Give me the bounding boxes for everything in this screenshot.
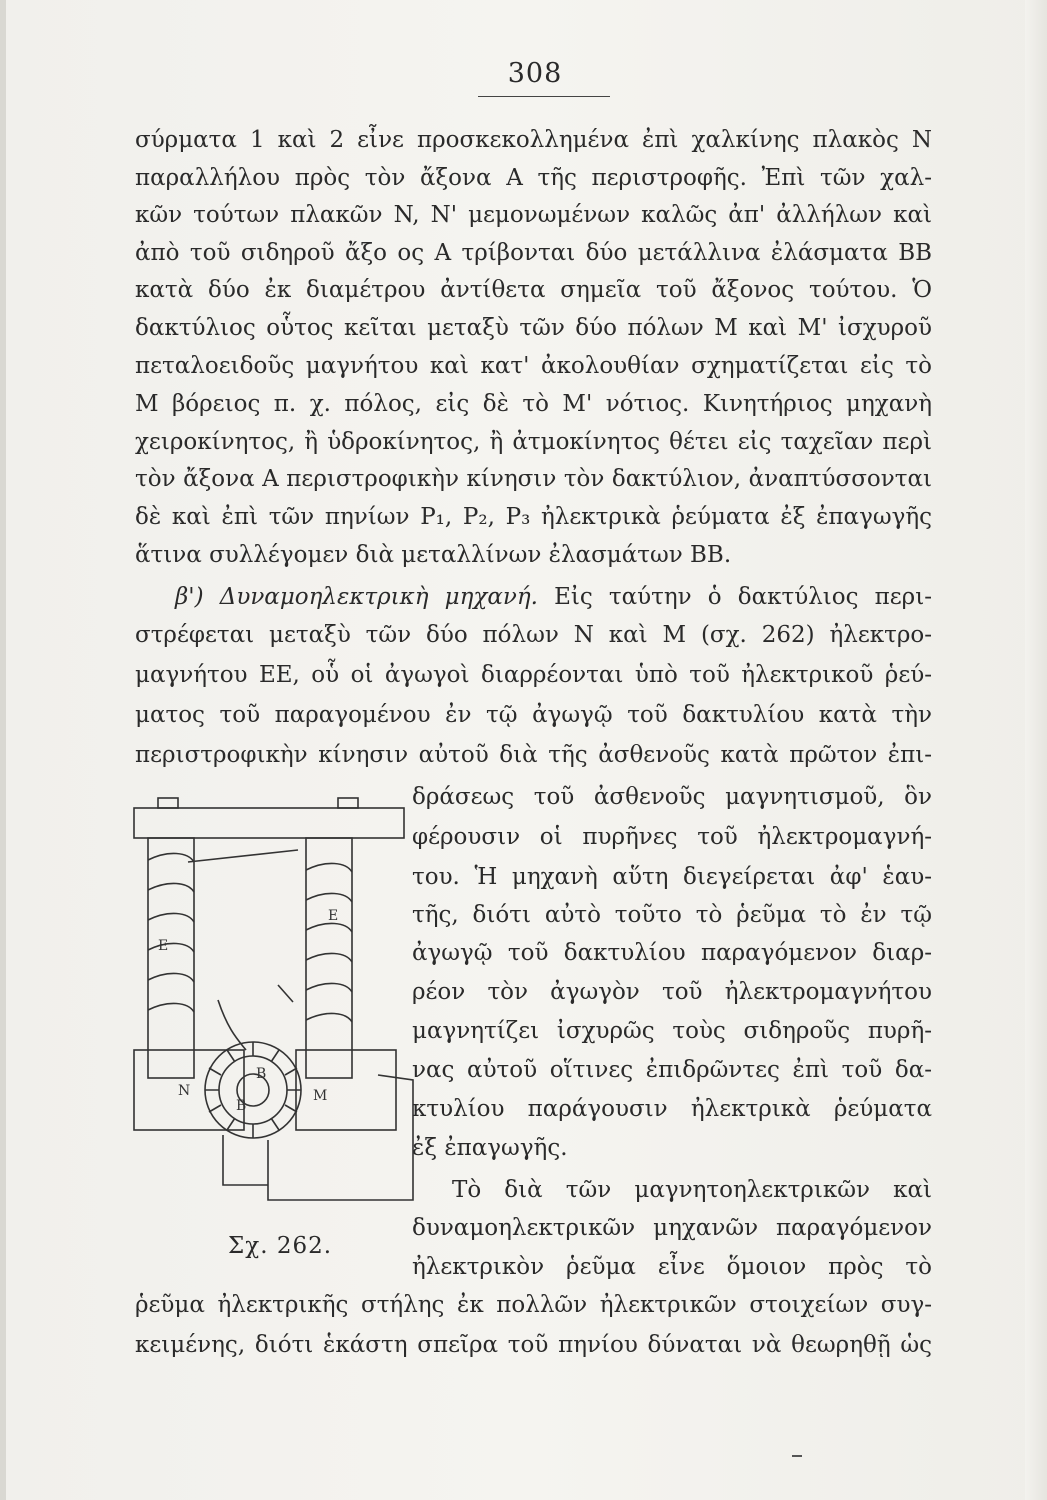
text-line: ἅτινα συλλέγομεν διὰ μεταλλίνων ἐλασμάτων BB. bbox=[135, 542, 732, 568]
text-line: τῆς, διότι αὐτὸ τοῦτο τὸ ῥεῦμα τὸ ἐν τῷ bbox=[412, 902, 932, 928]
yoke-bar bbox=[134, 808, 404, 838]
circuit-wire-left bbox=[223, 1135, 268, 1185]
text-line: παραλλήλου πρὸς τὸν ἄξονα Α τῆς περιστροφῆς. Ἐπὶ τῶν χαλ- bbox=[135, 165, 932, 191]
section-heading: β') Δυναμοηλεκτρικὴ μηχανή. bbox=[175, 584, 538, 610]
current-arrows bbox=[218, 985, 293, 1050]
page-mark bbox=[792, 1455, 802, 1457]
page-number-rule bbox=[478, 96, 610, 97]
section-first-line bbox=[175, 582, 932, 612]
text-line: πεταλοειδοῦς μαγνήτου καὶ κατ' ἀκολουθίαν σχηματίζεται εἰς τὸ bbox=[135, 353, 932, 379]
coil-right bbox=[306, 863, 352, 1022]
text-line: δὲ καὶ ἐπὶ τῶν πηνίων P₁, P₂, P₃ ἠλεκτρικὰ ῥεύματα ἐξ ἐπαγωγῆς bbox=[135, 504, 932, 530]
text-line: κειμένης, διότι ἑκάστη σπεῖρα τοῦ πηνίου δύναται νὰ θεωρηθῇ ὡς bbox=[135, 1332, 932, 1358]
text-line: ἐξ ἐπαγωγῆς. bbox=[412, 1135, 568, 1161]
page-binding-edge bbox=[0, 0, 6, 1500]
text-line: δράσεως τοῦ ἀσθενοῦς μαγνητισμοῦ, ὃν bbox=[412, 784, 932, 810]
text-line: δακτύλιος οὗτος κεῖται μεταξὺ τῶν δύο πόλων M καὶ M' ἰσχυροῦ bbox=[135, 315, 932, 341]
page-outer-edge bbox=[1025, 0, 1047, 1500]
core-left bbox=[148, 838, 194, 1078]
text-line: ῥεῦμα ἠλεκτρικῆς στήλης ἐκ πολλῶν ἠλεκτρικῶν στοιχείων συγ- bbox=[135, 1292, 932, 1318]
yoke-bolt-right bbox=[338, 798, 358, 808]
text-line: τὸν ἄξονα Α περιστροφικὴν κίνησιν τὸν δακτύλιον, ἀναπτύσσονται bbox=[135, 466, 932, 492]
text-line: κτυλίου παράγουσιν ἠλεκτρικὰ ῥεύματα bbox=[412, 1096, 932, 1122]
figure-caption: Σχ. 262. bbox=[228, 1233, 333, 1259]
text-line: μαγνήτου EE, οὗ οἱ ἀγωγοὶ διαρρέονται ὑπὸ τοῦ ἠλεκτρικοῦ ῥεύ- bbox=[135, 662, 932, 688]
yoke-bolt-left bbox=[158, 798, 178, 808]
text-line: χειροκίνητος, ἢ ὑδροκίνητος, ἢ ἀτμοκίνητος θέτει εἰς ταχεῖαν περὶ bbox=[135, 429, 932, 455]
text-line: ἠλεκτρικὸν ῥεῦμα εἶνε ὅμοιον πρὸς τὸ bbox=[412, 1254, 932, 1280]
text-line: του. Ἡ μηχανὴ αὕτη διεγείρεται ἀφ' ἑαυ- bbox=[412, 864, 932, 890]
core-right bbox=[306, 838, 352, 1078]
text-line: κῶν τούτων πλακῶν N, N' μεμονωμένων καλῶς ἀπ' ἀλλήλων καὶ bbox=[135, 202, 932, 228]
figure-dynamo-machine bbox=[128, 790, 418, 1210]
text-line: δυναμοηλεκτρικῶν μηχανῶν παραγόμενον bbox=[412, 1215, 932, 1241]
label-brush-bottom: B bbox=[236, 1098, 247, 1114]
pole-piece-m bbox=[296, 1050, 396, 1130]
circuit-wire-right bbox=[268, 1075, 413, 1200]
text-line: Τὸ διὰ τῶν μαγνητοηλεκτρικῶν καὶ bbox=[452, 1177, 932, 1203]
text-line: περιστροφικὴν κίνησιν αὐτοῦ διὰ τῆς ἀσθενοῦς κατὰ πρῶτον ἐπι- bbox=[135, 742, 932, 768]
text-line: μαγνητίζει ἰσχυρῶς τοὺς σιδηροῦς πυρῆ- bbox=[412, 1018, 932, 1044]
coil-link bbox=[188, 850, 298, 862]
label-pole-m: M bbox=[313, 1088, 328, 1104]
label-e-left: E bbox=[158, 938, 169, 954]
text-line: κατὰ δύο ἐκ διαμέτρου ἀντίθετα σημεῖα τοῦ ἄξονος τούτου. Ὁ bbox=[135, 277, 932, 303]
label-pole-n: N bbox=[178, 1083, 191, 1099]
text-line: ματος τοῦ παραγομένου ἐν τῷ ἀγωγῷ τοῦ δακτυλίου κατὰ τὴν bbox=[135, 702, 932, 728]
text-line: M βόρειος π. χ. πόλος, εἰς δὲ τὸ M' νότιος. Κινητήριος μηχανὴ bbox=[135, 391, 932, 417]
text-line: ἀγωγῷ τοῦ δακτυλίου παραγόμενον διαρ- bbox=[412, 940, 932, 966]
text-line: ἀπὸ τοῦ σιδηροῦ ἄξο ος Α τρίβονται δύο μετάλλινα ἐλάσματα BB bbox=[135, 240, 932, 266]
section-first-line-rest: Εἰς ταύτην ὁ δακτύλιος περι- bbox=[554, 584, 932, 610]
page-number: 308 bbox=[507, 58, 563, 89]
label-e-right: E bbox=[328, 908, 339, 924]
coil-left bbox=[148, 853, 194, 1012]
armature-inner bbox=[219, 1056, 287, 1124]
text-line: σύρματα 1 καὶ 2 εἶνε προσκεκολλημένα ἐπὶ χαλκίνης πλακὸς N bbox=[135, 127, 932, 153]
text-line: ρέον τὸν ἀγωγὸν τοῦ ἠλεκτρομαγνήτου bbox=[412, 979, 932, 1005]
text-line: φέρουσιν οἱ πυρῆνες τοῦ ἠλεκτρομαγνή- bbox=[412, 824, 932, 850]
text-line: νας αὐτοῦ οἵτινες ἐπιδρῶντες ἐπὶ τοῦ δα- bbox=[412, 1057, 932, 1083]
label-brush-top: B bbox=[256, 1066, 267, 1082]
text-line: στρέφεται μεταξὺ τῶν δύο πόλων N καὶ M (σχ. 262) ἠλεκτρο- bbox=[135, 622, 932, 648]
dynamo-diagram bbox=[128, 790, 418, 1210]
